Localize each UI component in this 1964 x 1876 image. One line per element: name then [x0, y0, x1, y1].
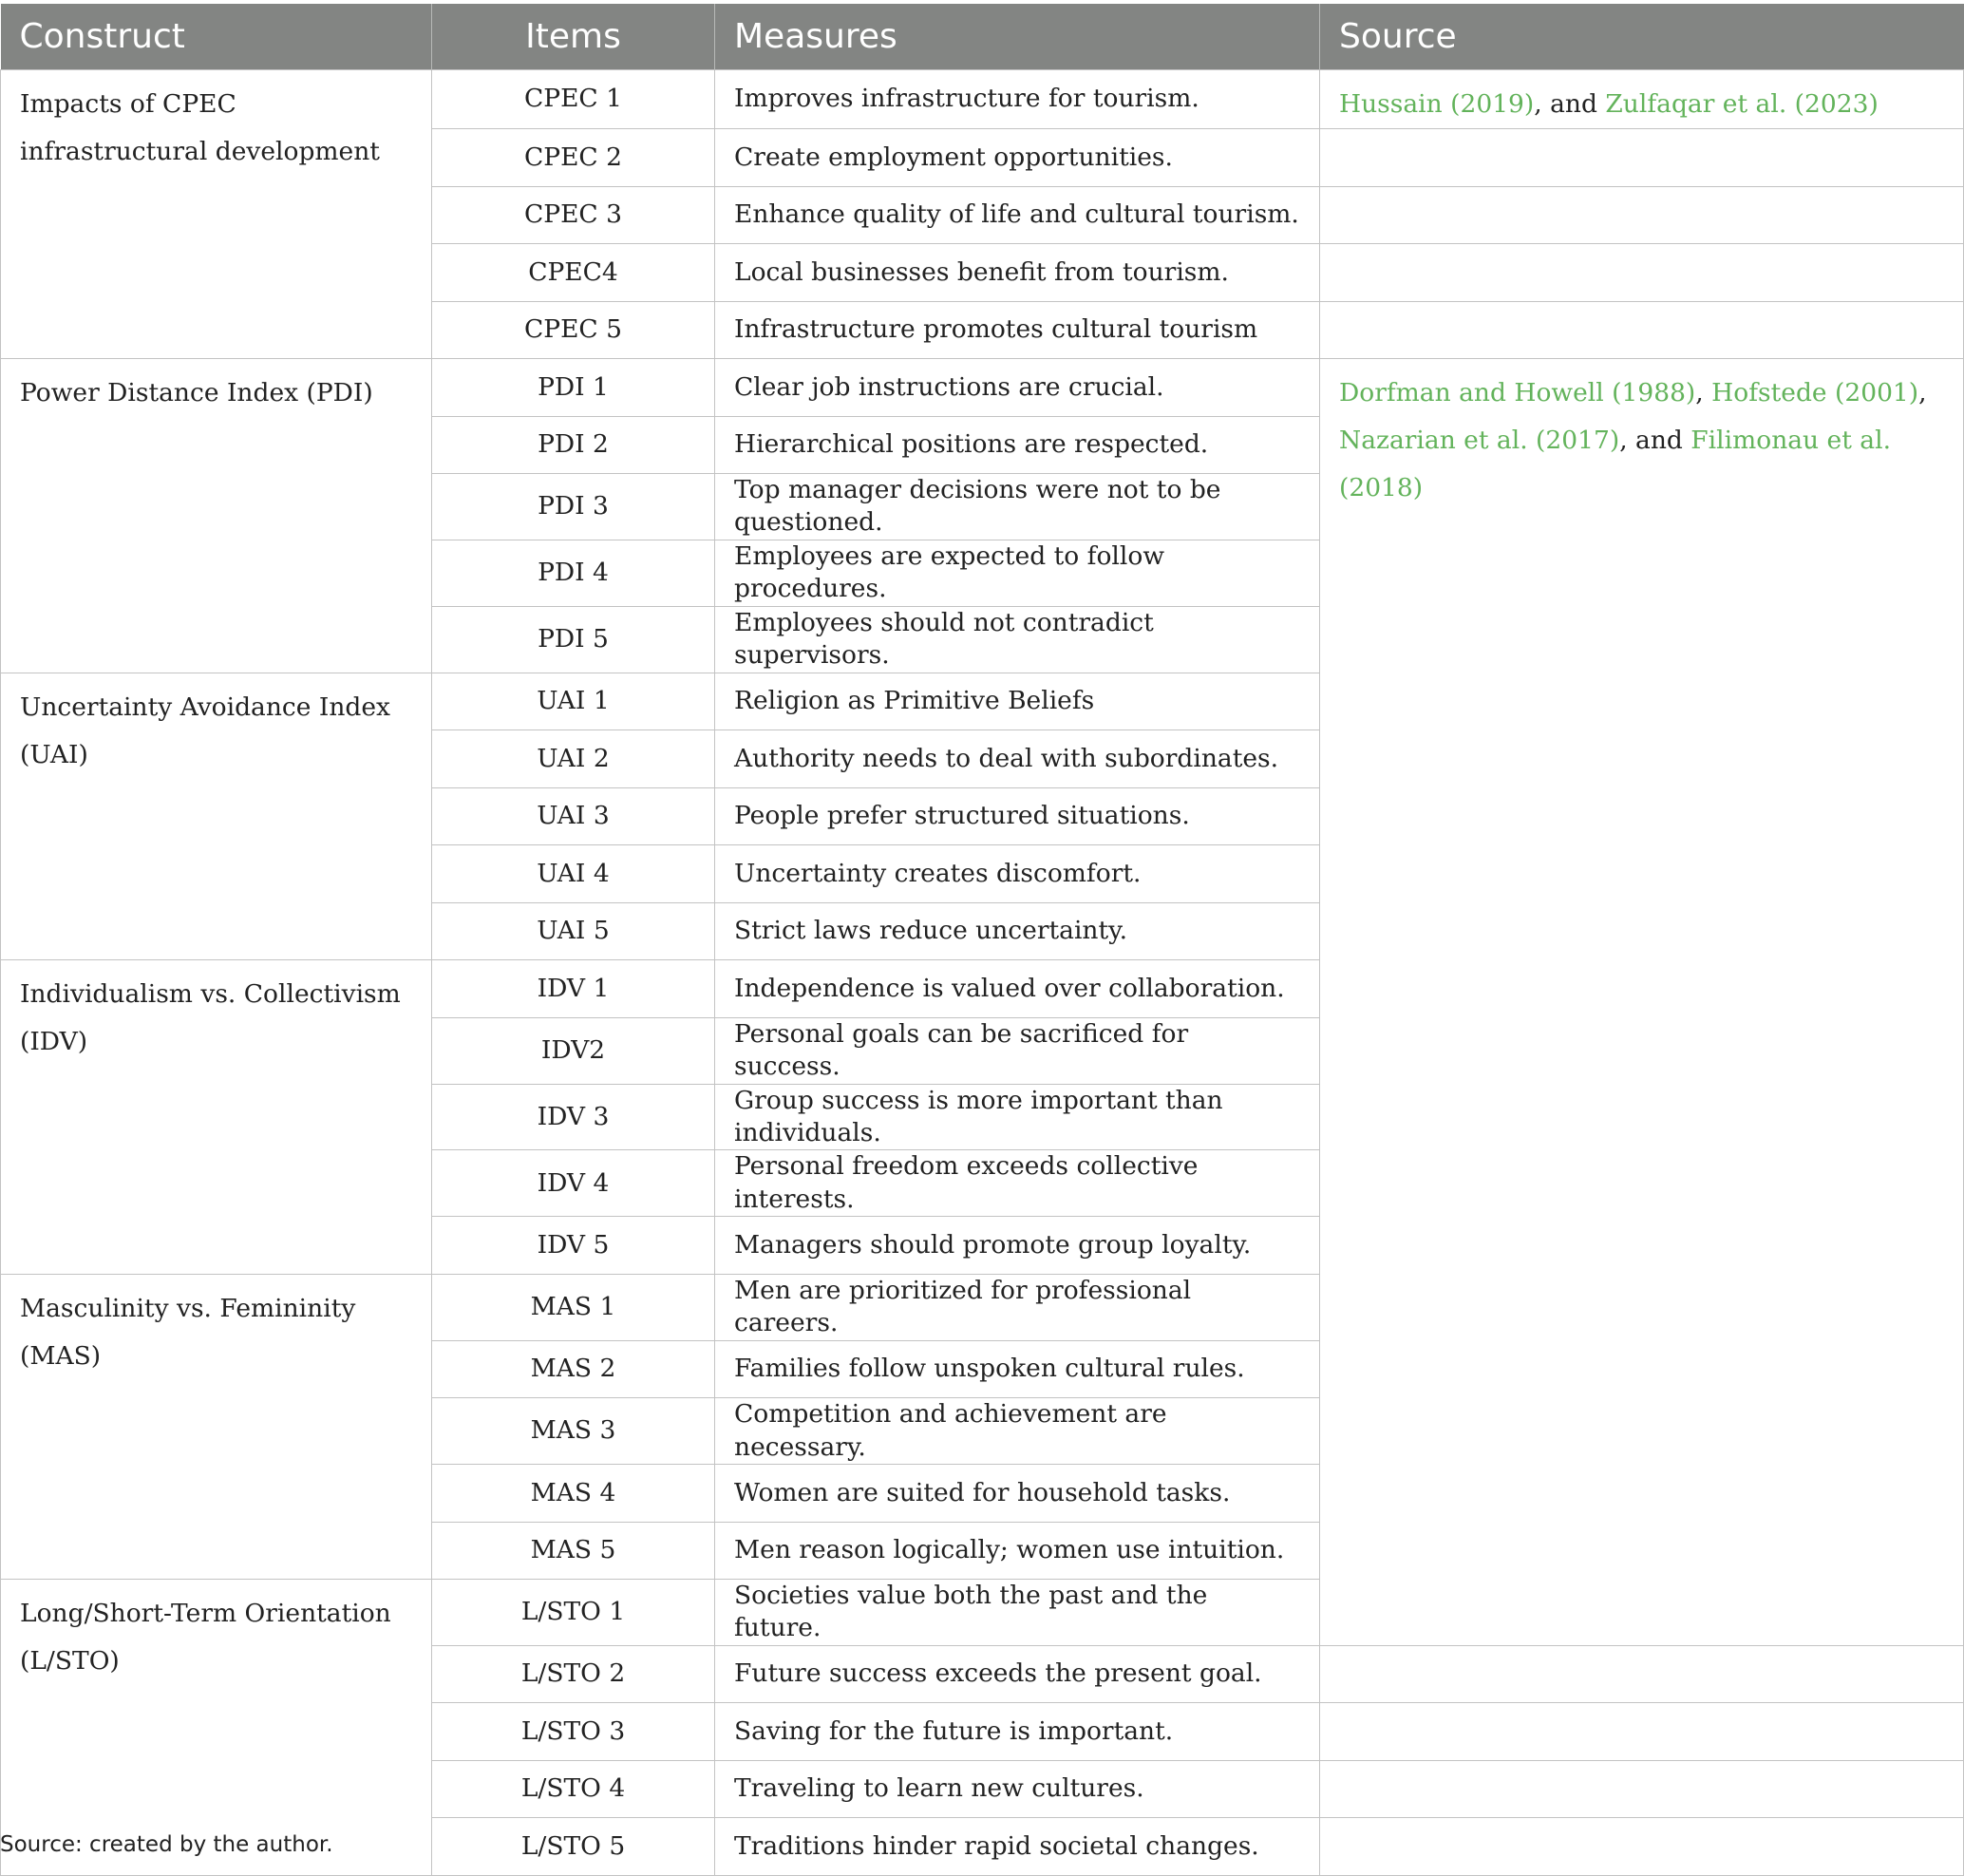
- measure-cell: Improves infrastructure for tourism.: [715, 70, 1320, 129]
- item-cell: IDV 1: [432, 960, 715, 1018]
- source-citation-link[interactable]: Zulfaqar et al. (2023): [1605, 89, 1879, 119]
- measure-cell: Independence is valued over collaboration.: [715, 960, 1320, 1018]
- measure-cell: Societies value both the past and the future.: [715, 1580, 1320, 1646]
- measure-cell: Enhance quality of life and cultural tourism.: [715, 186, 1320, 244]
- measure-cell: Top manager decisions were not to be questioned.: [715, 474, 1320, 540]
- table-row: [1, 359, 1964, 417]
- measures-table: [0, 4, 1964, 1876]
- item-cell: UAI 1: [432, 673, 715, 730]
- measure-cell: Traveling to learn new cultures.: [715, 1760, 1320, 1818]
- source-separator: , and: [1534, 89, 1606, 119]
- item-cell: PDI 1: [432, 359, 715, 417]
- construct-cell: Long/Short-Term Orientation (L/STO): [1, 1580, 432, 1876]
- measure-cell: Future success exceeds the present goal.: [715, 1645, 1320, 1703]
- item-cell: CPEC 5: [432, 301, 715, 359]
- source-cell-empty: [1320, 244, 1964, 302]
- construct-cell: Impacts of CPEC infrastructural development: [1, 70, 432, 359]
- item-cell: CPEC4: [432, 244, 715, 302]
- measure-cell: Personal goals can be sacrificed for success.: [715, 1017, 1320, 1084]
- measure-cell: Infrastructure promotes cultural tourism: [715, 301, 1320, 359]
- item-cell: IDV 5: [432, 1217, 715, 1275]
- item-cell: IDV 3: [432, 1084, 715, 1150]
- item-cell: CPEC 1: [432, 70, 715, 129]
- source-citation-link[interactable]: Nazarian et al. (2017): [1339, 426, 1620, 455]
- item-cell: MAS 3: [432, 1398, 715, 1465]
- source-cell-empty: [1320, 1818, 1964, 1876]
- source-separator: ,: [1695, 378, 1712, 407]
- source-cell-empty: [1320, 1760, 1964, 1818]
- item-cell: UAI 3: [432, 787, 715, 845]
- item-cell: L/STO 1: [432, 1580, 715, 1646]
- source-separator: ,: [1918, 378, 1927, 407]
- measure-cell: Strict laws reduce uncertainty.: [715, 902, 1320, 960]
- header-construct: Construct: [1, 4, 432, 70]
- item-cell: L/STO 3: [432, 1703, 715, 1761]
- measure-cell: Employees are expected to follow procedures.: [715, 540, 1320, 606]
- item-cell: CPEC 2: [432, 129, 715, 187]
- item-cell: IDV2: [432, 1017, 715, 1084]
- table-footnote: Source: created by the author.: [0, 1832, 333, 1857]
- measure-cell: Uncertainty creates discomfort.: [715, 845, 1320, 903]
- item-cell: IDV 4: [432, 1150, 715, 1217]
- source-citation-link[interactable]: Hofstede (2001): [1711, 378, 1919, 407]
- source-cell-empty: [1320, 1645, 1964, 1703]
- item-cell: L/STO 5: [432, 1818, 715, 1876]
- source-citation-link[interactable]: Dorfman and Howell (1988): [1339, 378, 1696, 407]
- measure-cell: Traditions hinder rapid societal changes.: [715, 1818, 1320, 1876]
- measure-cell: Authority needs to deal with subordinates.: [715, 730, 1320, 788]
- measure-cell: Group success is more important than individuals.: [715, 1084, 1320, 1150]
- construct-cell: Individualism vs. Collectivism (IDV): [1, 960, 432, 1275]
- item-cell: L/STO 4: [432, 1760, 715, 1818]
- item-cell: MAS 1: [432, 1274, 715, 1340]
- item-cell: PDI 5: [432, 606, 715, 673]
- source-separator: , and: [1619, 426, 1691, 455]
- item-cell: PDI 2: [432, 416, 715, 474]
- item-cell: MAS 2: [432, 1340, 715, 1398]
- header-source: Source: [1320, 4, 1964, 70]
- item-cell: PDI 4: [432, 540, 715, 606]
- measure-cell: Men reason logically; women use intuition.: [715, 1522, 1320, 1580]
- measure-cell: Competition and achievement are necessary.: [715, 1398, 1320, 1465]
- measure-cell: People prefer structured situations.: [715, 787, 1320, 845]
- source-cell-empty: [1320, 186, 1964, 244]
- header-measures: Measures: [715, 4, 1320, 70]
- source-cell: [1320, 70, 1964, 129]
- measure-cell: Men are prioritized for professional careers.: [715, 1274, 1320, 1340]
- source-cell-empty: [1320, 301, 1964, 359]
- table-header: [1, 4, 1964, 70]
- item-cell: MAS 4: [432, 1465, 715, 1523]
- item-cell: UAI 5: [432, 902, 715, 960]
- construct-cell: Masculinity vs. Femininity (MAS): [1, 1274, 432, 1579]
- measure-cell: Create employment opportunities.: [715, 129, 1320, 187]
- item-cell: UAI 4: [432, 845, 715, 903]
- measure-cell: Managers should promote group loyalty.: [715, 1217, 1320, 1275]
- item-cell: CPEC 3: [432, 186, 715, 244]
- source-citation-link[interactable]: Filimonau et al. (2018): [1339, 426, 1892, 502]
- item-cell: UAI 2: [432, 730, 715, 788]
- item-cell: MAS 5: [432, 1522, 715, 1580]
- measure-cell: Saving for the future is important.: [715, 1703, 1320, 1761]
- item-cell: L/STO 2: [432, 1645, 715, 1703]
- source-cell: [1320, 359, 1964, 1646]
- measure-cell: Employees should not contradict supervisors.: [715, 606, 1320, 673]
- item-cell: PDI 3: [432, 474, 715, 540]
- header-items: Items: [432, 4, 715, 70]
- measure-cell: Personal freedom exceeds collective interests.: [715, 1150, 1320, 1217]
- measure-cell: Women are suited for household tasks.: [715, 1465, 1320, 1523]
- source-cell-empty: [1320, 129, 1964, 187]
- table-row: [1, 70, 1964, 129]
- construct-cell: Uncertainty Avoidance Index (UAI): [1, 673, 432, 960]
- measure-cell: Families follow unspoken cultural rules.: [715, 1340, 1320, 1398]
- measure-cell: Clear job instructions are crucial.: [715, 359, 1320, 417]
- source-citation-link[interactable]: Hussain (2019): [1339, 89, 1535, 119]
- measure-cell: Religion as Primitive Beliefs: [715, 673, 1320, 730]
- measure-cell: Local businesses benefit from tourism.: [715, 244, 1320, 302]
- measure-cell: Hierarchical positions are respected.: [715, 416, 1320, 474]
- source-cell-empty: [1320, 1703, 1964, 1761]
- construct-cell: Power Distance Index (PDI): [1, 359, 432, 673]
- table-body: [1, 70, 1964, 1876]
